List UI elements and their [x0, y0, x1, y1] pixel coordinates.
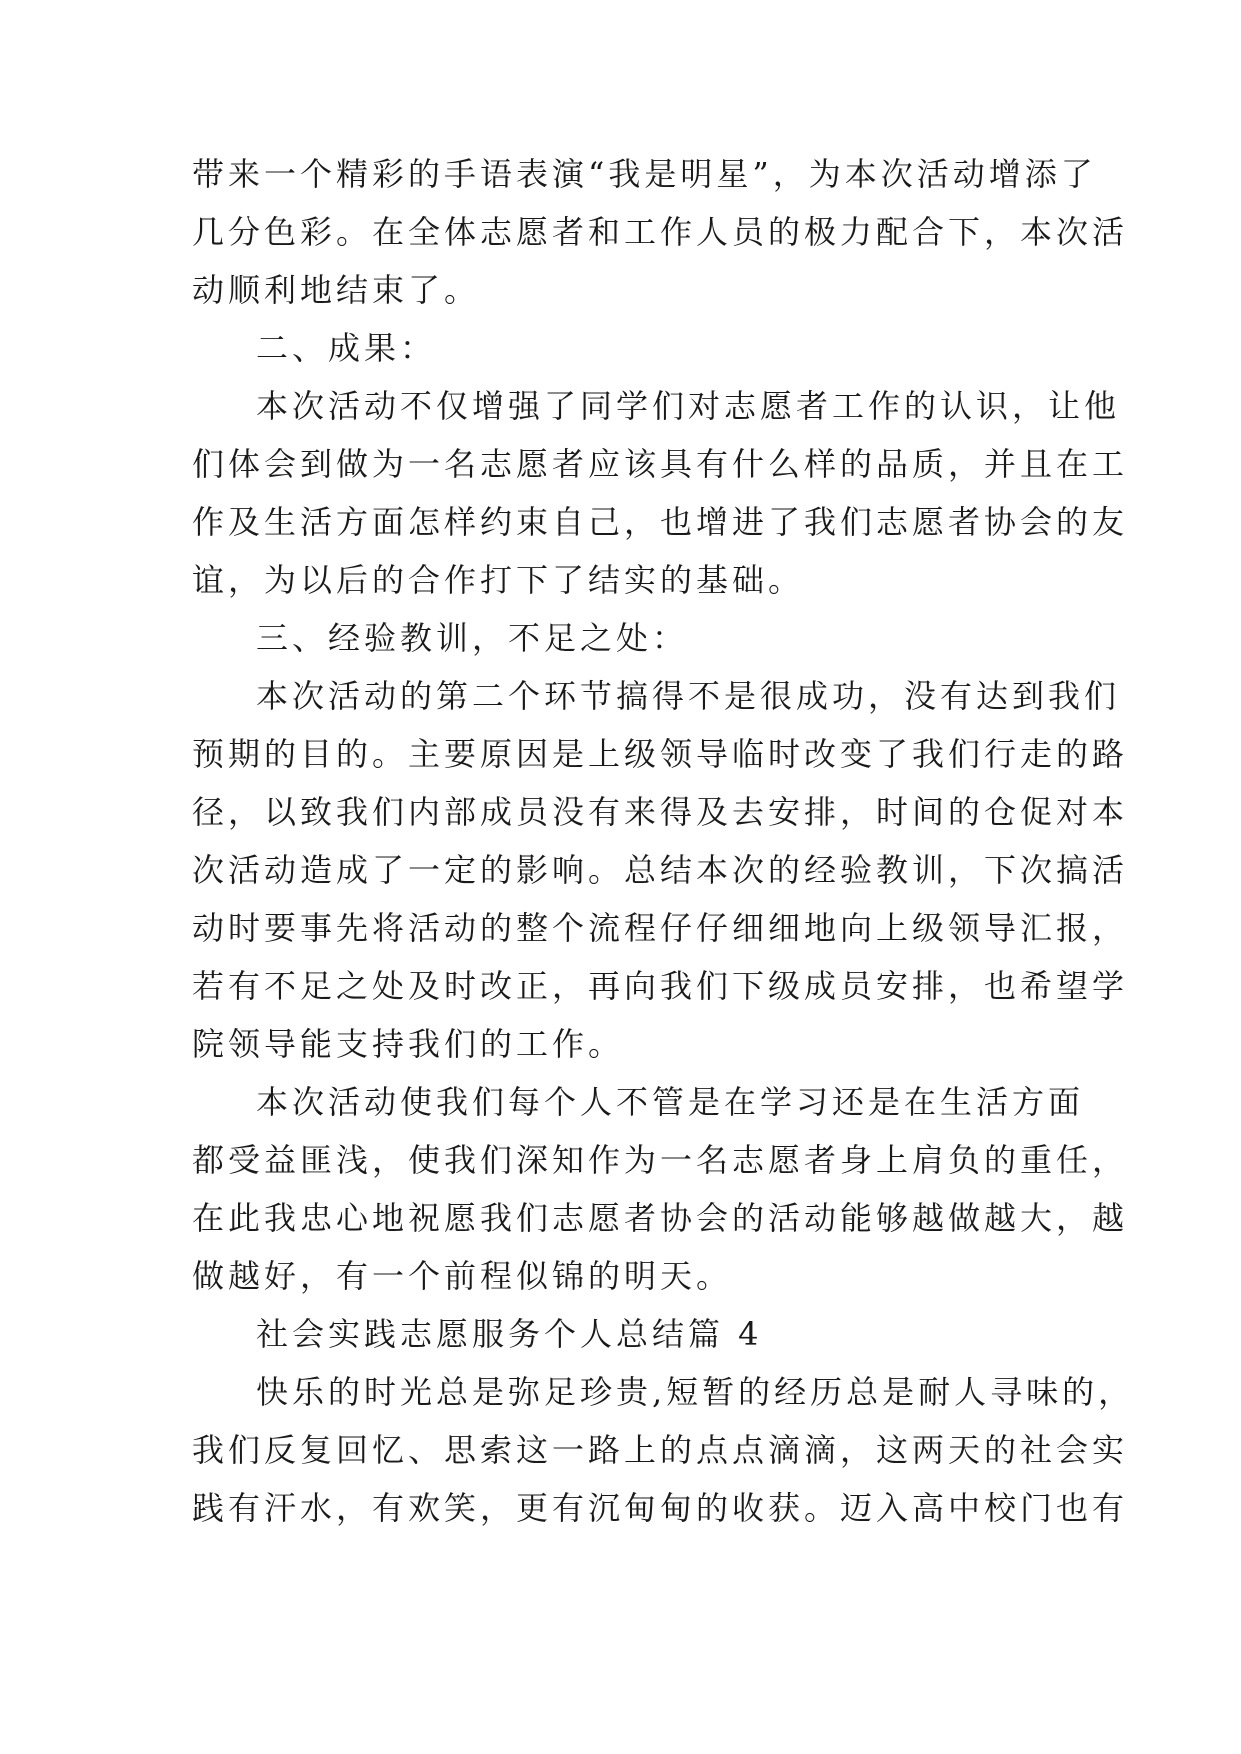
- text-line: 谊，为以后的合作打下了结实的基础。: [192, 561, 805, 599]
- text-line: 预期的目的。主要原因是上级领导临时改变了我们行走的路: [192, 735, 1129, 773]
- text-line: 径，以致我们内部成员没有来得及去安排，时间的仓促对本: [192, 793, 1129, 831]
- section-heading: 二、成果：: [256, 329, 437, 367]
- text-line: 作及生活方面怎样约束自己，也增进了我们志愿者协会的友: [192, 503, 1129, 541]
- text-line: 在此我忠心地祝愿我们志愿者协会的活动能够越做越大，越: [192, 1199, 1129, 1237]
- text-line: 几分色彩。在全体志愿者和工作人员的极力配合下，本次活: [192, 213, 1129, 251]
- text-line: 动顺利地结束了。: [192, 271, 481, 309]
- text-line: 做越好，有一个前程似锦的明天。: [192, 1257, 733, 1295]
- text-line: 本次活动的第二个环节搞得不是很成功，没有达到我们: [256, 677, 1121, 715]
- article-title: 社会实践志愿服务个人总结篇 4: [256, 1315, 763, 1353]
- text-line: 本次活动使我们每个人不管是在学习还是在生活方面: [256, 1083, 1085, 1121]
- text-line: 院领导能支持我们的工作。: [192, 1025, 625, 1063]
- document-body: [192, 145, 1135, 1537]
- text-line: 带来一个精彩的手语表演“我是明星”，为本次活动增添了: [192, 155, 1097, 193]
- text-line: 若有不足之处及时改正，再向我们下级成员安排，也希望学: [192, 967, 1129, 1005]
- text-line: 次活动造成了一定的影响。总结本次的经验教训，下次搞活: [192, 851, 1129, 889]
- text-line: 都受益匪浅，使我们深知作为一名志愿者身上肩负的重任，: [192, 1141, 1129, 1179]
- text-line: 快乐的时光总是弥足珍贵,短暂的经历总是耐人寻味的，: [256, 1373, 1135, 1411]
- text-line: 我们反复回忆、思索这一路上的点点滴滴，这两天的社会实: [192, 1431, 1129, 1469]
- section-heading: 三、经验教训，不足之处：: [256, 619, 689, 657]
- text-line: 践有汗水，有欢笑，更有沉甸甸的收获。迈入高中校门也有: [192, 1489, 1129, 1527]
- text-line: 动时要事先将活动的整个流程仔仔细细地向上级领导汇报，: [192, 909, 1129, 947]
- text-line: 本次活动不仅增强了同学们对志愿者工作的认识，让他: [256, 387, 1121, 425]
- text-line: 们体会到做为一名志愿者应该具有什么样的品质，并且在工: [192, 445, 1129, 483]
